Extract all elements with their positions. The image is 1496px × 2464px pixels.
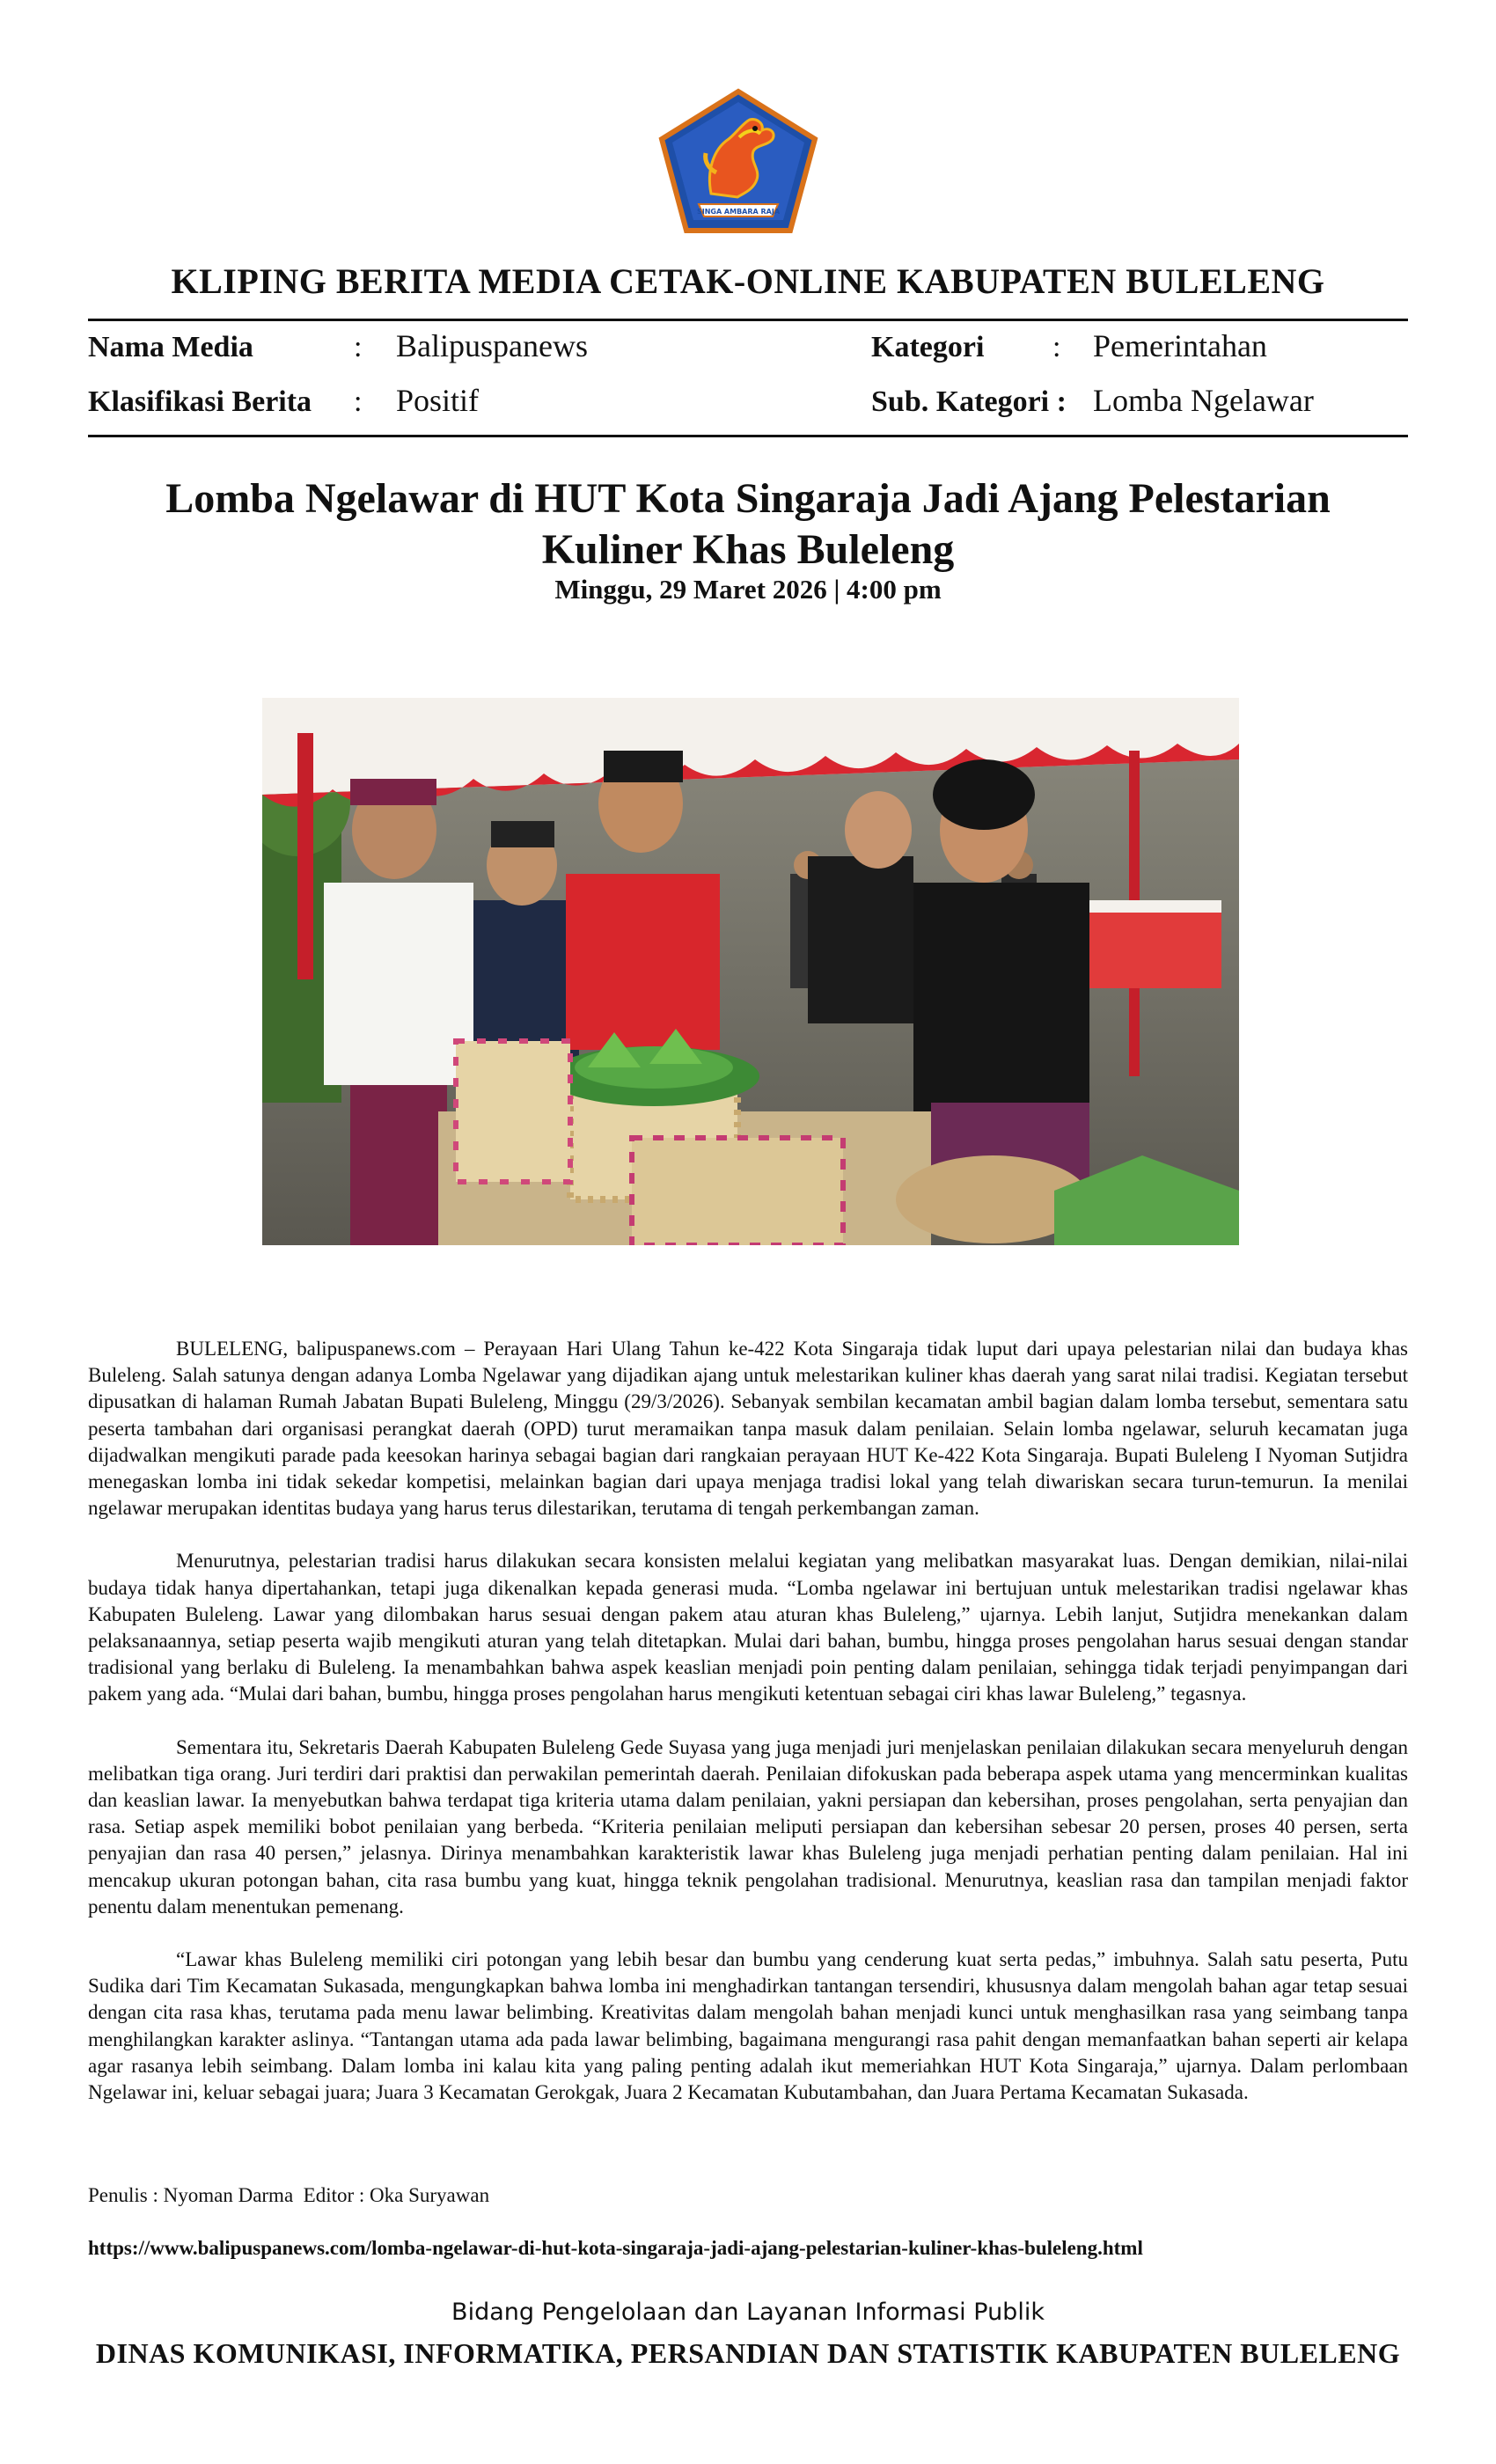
kategori-colon: : bbox=[1052, 331, 1061, 363]
klasifikasi-value: Positif bbox=[396, 383, 480, 418]
article-title bbox=[132, 473, 1364, 576]
footer-division: Bidang Pengelolaan dan Layanan Informasi Publik bbox=[451, 2299, 1045, 2326]
media-label: Nama Media bbox=[88, 331, 253, 363]
klasifikasi-colon: : bbox=[354, 385, 363, 418]
clipping-header-title: KLIPING BERITA MEDIA CETAK-ONLINE KABUPATEN BULELENG bbox=[171, 261, 1325, 301]
logo-motto: SINGA AMBARA RAJA bbox=[696, 208, 781, 216]
article-photo bbox=[262, 698, 1239, 1245]
article-date: Minggu, 29 Maret 2026 | 4:00 pm bbox=[554, 574, 942, 605]
article-credits: Penulis : Nyoman Darma Editor : Oka Suryawan bbox=[88, 2184, 490, 2206]
article-title-line1: Lomba Ngelawar di HUT Kota Singaraja Jadi Ajang Pelestarian bbox=[165, 475, 1331, 522]
header-divider-bottom bbox=[88, 435, 1408, 437]
subkategori-value: Lomba Ngelawar bbox=[1093, 383, 1314, 418]
article-paragraph-2: Menurutnya, pelestarian tradisi harus dilakukan secara konsisten melalui kegiatan yang melibatkan masyarakat luas. Dengan demikian, nilai-nilai budaya tidak hanya dipertahankan, tetapi juga dikenalkan kepada generasi muda. “Lomba ngelawar ini bertujuan untuk melestarikan tradisi ngelawar khas Kabupaten Buleleng. Lawar yang dilombakan harus sesuai dengan pakem atau aturan khas Buleleng,” ujarnya. Lebih lanjut, Sutjidra menekankan dalam pelaksanaannya, setiap peserta wajib mengikuti aturan yang telah ditetapkan. Mulai dari bahan, bumbu, hingga proses pengolahan harus sesuai dengan standar tradisional yang berlaku di Buleleng. Ia menambahkan bahwa aspek keaslian menjadi poin penting dalam penilaian, sehingga tidak terjadi penyimpangan dari pakem yang ada. “Mulai dari bahan, bumbu, hingga proses pengolahan harus mengikuti ketentuan sebagai ciri khas lawar Buleleng,” tegasnya. bbox=[88, 1550, 1408, 1705]
kategori-value: Pemerintahan bbox=[1093, 328, 1267, 363]
media-value: Balipuspanews bbox=[396, 328, 588, 363]
klasifikasi-label: Klasifikasi Berita bbox=[88, 385, 312, 418]
footer-agency: DINAS KOMUNIKASI, INFORMATIKA, PERSANDIAN DAN STATISTIK KABUPATEN BULELENG bbox=[95, 2337, 1401, 2369]
article-source-url: https://www.balipuspanews.com/lomba-ngelawar-di-hut-kota-singaraja-jadi-ajang-pelestarian-kuliner-khas-buleleng.html bbox=[88, 2237, 1143, 2259]
article-body bbox=[88, 1336, 1408, 2132]
kategori-label: Kategori bbox=[871, 331, 985, 363]
article-title-line2: Kuliner Khas Buleleng bbox=[541, 526, 955, 573]
buleleng-crest-logo bbox=[658, 88, 818, 234]
media-colon: : bbox=[354, 331, 363, 363]
subkategori-label: Sub. Kategori : bbox=[871, 385, 1067, 418]
article-paragraph-1: BULELENG, balipuspanews.com – Perayaan Hari Ulang Tahun ke-422 Kota Singaraja tidak luput dari upaya pelestarian nilai dan budaya khas Buleleng. Salah satunya dengan adanya Lomba Ngelawar yang dijadikan ajang untuk melestarikan kuliner khas daerah yang sarat nilai tradisi. Kegiatan tersebut dipusatkan di halaman Rumah Jabatan Bupati Buleleng, Minggu (29/3/2026). Sebanyak sembilan kecamatan ambil bagian dalam lomba tersebut, sementara satu peserta tambahan dari organisasi perangkat daerah (OPD) turut meramaikan tanpa masuk dalam penilaian. Selain lomba ngelawar, seluruh kecamatan juga dijadwalkan mengikuti parade pada keesokan harinya sebagai bagian dari rangkaian perayaan HUT Ke-422 Kota Singaraja. Bupati Buleleng I Nyoman Sutjidra menegaskan lomba ini tidak sekedar kompetisi, melainkan bagian dari upaya menjaga tradisi lokal yang telah diwariskan secara turun-temurun. Ia menilai ngelawar merupakan identitas budaya yang harus terus dilestarikan, terutama di tengah perkembangan zaman. bbox=[88, 1338, 1408, 1520]
article-paragraph-3: Sementara itu, Sekretaris Daerah Kabupaten Buleleng Gede Suyasa yang juga menjadi juri menjelaskan penilaian dilakukan secara menyeluruh dengan melibatkan tiga orang. Juri terdiri dari praktisi dan perwakilan pemerintah daerah. Penilaian difokuskan pada beberapa aspek utama yang mencerminkan kualitas dan keaslian lawar. Ia menyebutkan bahwa terdapat tiga kriteria utama dalam penilaian, yakni persiapan dan kebersihan, proses pengolahan, serta penyajian dan rasa. Setiap aspek memiliki bobot penilaian yang berbeda. “Kriteria penilaian meliputi persiapan dan kebersihan sebesar 20 persen, proses 40 persen, serta penyajian dan rasa 40 persen,” jelasnya. Dirinya menambahkan karakteristik lawar khas Buleleng juga menjadi perhatian penting dalam penilaian. Hal ini mencakup ukuran potongan bahan, cita rasa bumbu yang kuat, hingga teknik pengolahan tradisional. Menurutnya, keaslian rasa dan tampilan menjadi faktor penentu dalam menentukan pemenang. bbox=[88, 1735, 1408, 1918]
article-paragraph-4: “Lawar khas Buleleng memiliki ciri potongan yang lebih besar dan bumbu yang cenderung kuat serta pedas,” imbuhnya. Salah satu peserta, Putu Sudika dari Tim Kecamatan Sukasada, mengungkapkan bahwa lomba ini menghadirkan tantangan tersendiri, khususnya dalam mengolah bahan agar tetap sesuai dengan cita rasa khas, terutama pada menu lawar belimbing. Kreativitas dalam mengolah bahan menjadi kunci untuk menghasilkan rasa yang seimbang tanpa menghilangkan karakter aslinya. “Tantangan utama ada pada lawar belimbing, bagaimana mengurangi rasa pahit dengan memanfaatkan bahan seperti air kelapa agar rasanya lebih seimbang. Dalam lomba ini kalau kita yang paling penting adalah ikut memeriahkan HUT Kota Singaraja,” ujarnya. Dalam perlombaan Ngelawar ini, keluar sebagai juara; Juara 3 Kecamatan Gerokgak, Juara 2 Kecamatan Kubutambahan, dan Juara Pertama Kecamatan Sukasada. bbox=[88, 1948, 1408, 2104]
header-divider-top bbox=[88, 319, 1408, 321]
